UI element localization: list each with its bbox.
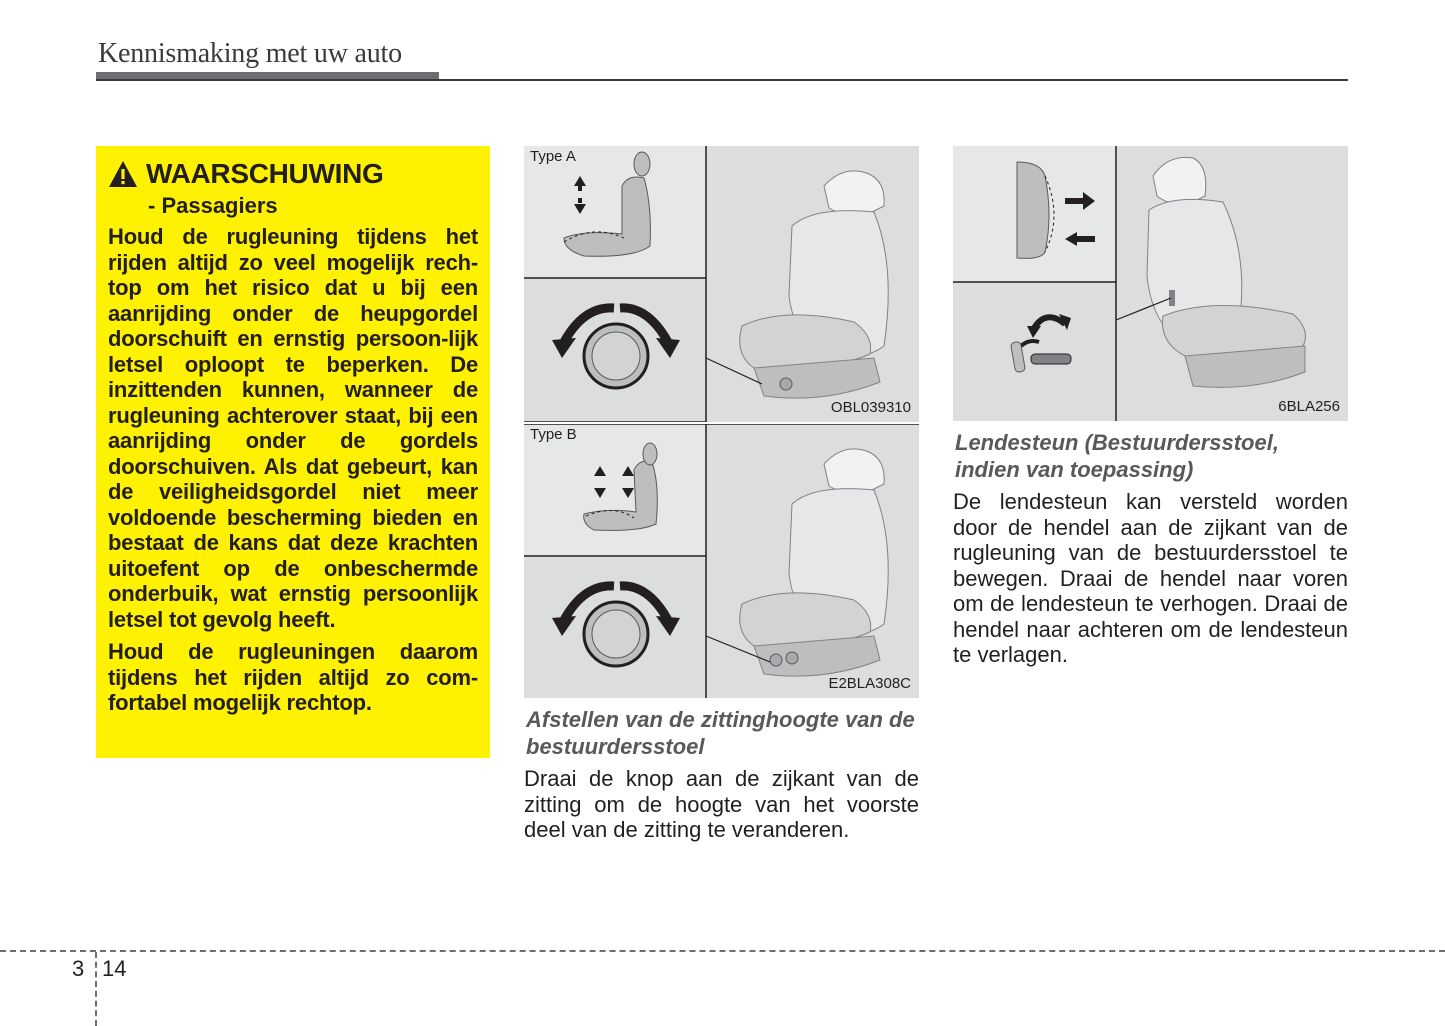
warning-paragraph-1: Houd de rugleuning tijdens het rijden altijd zo veel mogelijk rech-top om het risico dat u bij een aanrijding onder de heupgordel doorschuift en ernstig persoon-lijk letsel oploopt te beperken. De inzittenden kunnen, wanneer de rugleuning achterover staat, bij een aanrijding onder de gordels doorschuiven. Als dat gebeurt, kan de veiligheidsgordel niet meer voldoende bescherming bieden en bestaat de kans dat deze krachten uitoefent op de onbeschermde onderbuik, wat ernstig persoonlijk letsel tot gevolg heeft. bbox=[108, 224, 478, 632]
warning-paragraph-2: Houd de rugleuningen daarom tijdens het rijden altijd zo com-fortabel mogelijk rechtop. bbox=[108, 639, 478, 715]
figure-seat-height-type-a bbox=[524, 146, 919, 422]
page-chapter-number: 3 bbox=[72, 956, 85, 981]
lumbar-illustration bbox=[953, 146, 1348, 421]
header-rule bbox=[96, 79, 1348, 81]
figure-type-b-label: Type B bbox=[530, 426, 577, 443]
warning-subtitle: - Passagiers bbox=[148, 193, 278, 218]
figure-seat-height-type-b bbox=[524, 424, 919, 698]
section-body-seat-height: Draai de knop aan de zijkant van de zitting om de hoogte van het voorste deel van de zitting te veranderen. bbox=[524, 766, 919, 842]
page-number: 14 bbox=[102, 956, 127, 981]
figure-lumbar-support bbox=[953, 146, 1348, 421]
section-title-seat-height: Afstellen van de zittinghoogte van de bestuurdersstoel bbox=[526, 707, 915, 759]
warning-heading bbox=[108, 158, 478, 190]
warning-box bbox=[96, 146, 490, 758]
warning-title: WAARSCHUWING bbox=[146, 158, 384, 189]
figure-code-a: OBL039310 bbox=[830, 399, 911, 416]
figure-type-a-label: Type A bbox=[530, 148, 576, 165]
footer-rule bbox=[0, 950, 1445, 952]
warning-triangle-icon bbox=[108, 160, 138, 188]
section-title-lumbar: Lendesteun (Bestuurdersstoel, indien van toepassing) bbox=[955, 430, 1279, 482]
footer-divider bbox=[95, 952, 97, 1026]
seat-illustration-type-a bbox=[524, 146, 919, 422]
section-body-lumbar: De lendesteun kan versteld worden door de hendel aan de zijkant van de rugleuning van de bestuurdersstoel te bewegen. Draai de hendel naar voren om de lendesteun te verhogen. Draai de hendel naar achteren om de lendesteun te verlagen. bbox=[953, 489, 1348, 667]
seat-illustration-type-b bbox=[524, 424, 919, 698]
figure-code-b: E2BLA308C bbox=[828, 675, 911, 692]
figure-code-c: 6BLA256 bbox=[1278, 398, 1340, 415]
chapter-header-title: Kennismaking met uw auto bbox=[98, 38, 402, 69]
